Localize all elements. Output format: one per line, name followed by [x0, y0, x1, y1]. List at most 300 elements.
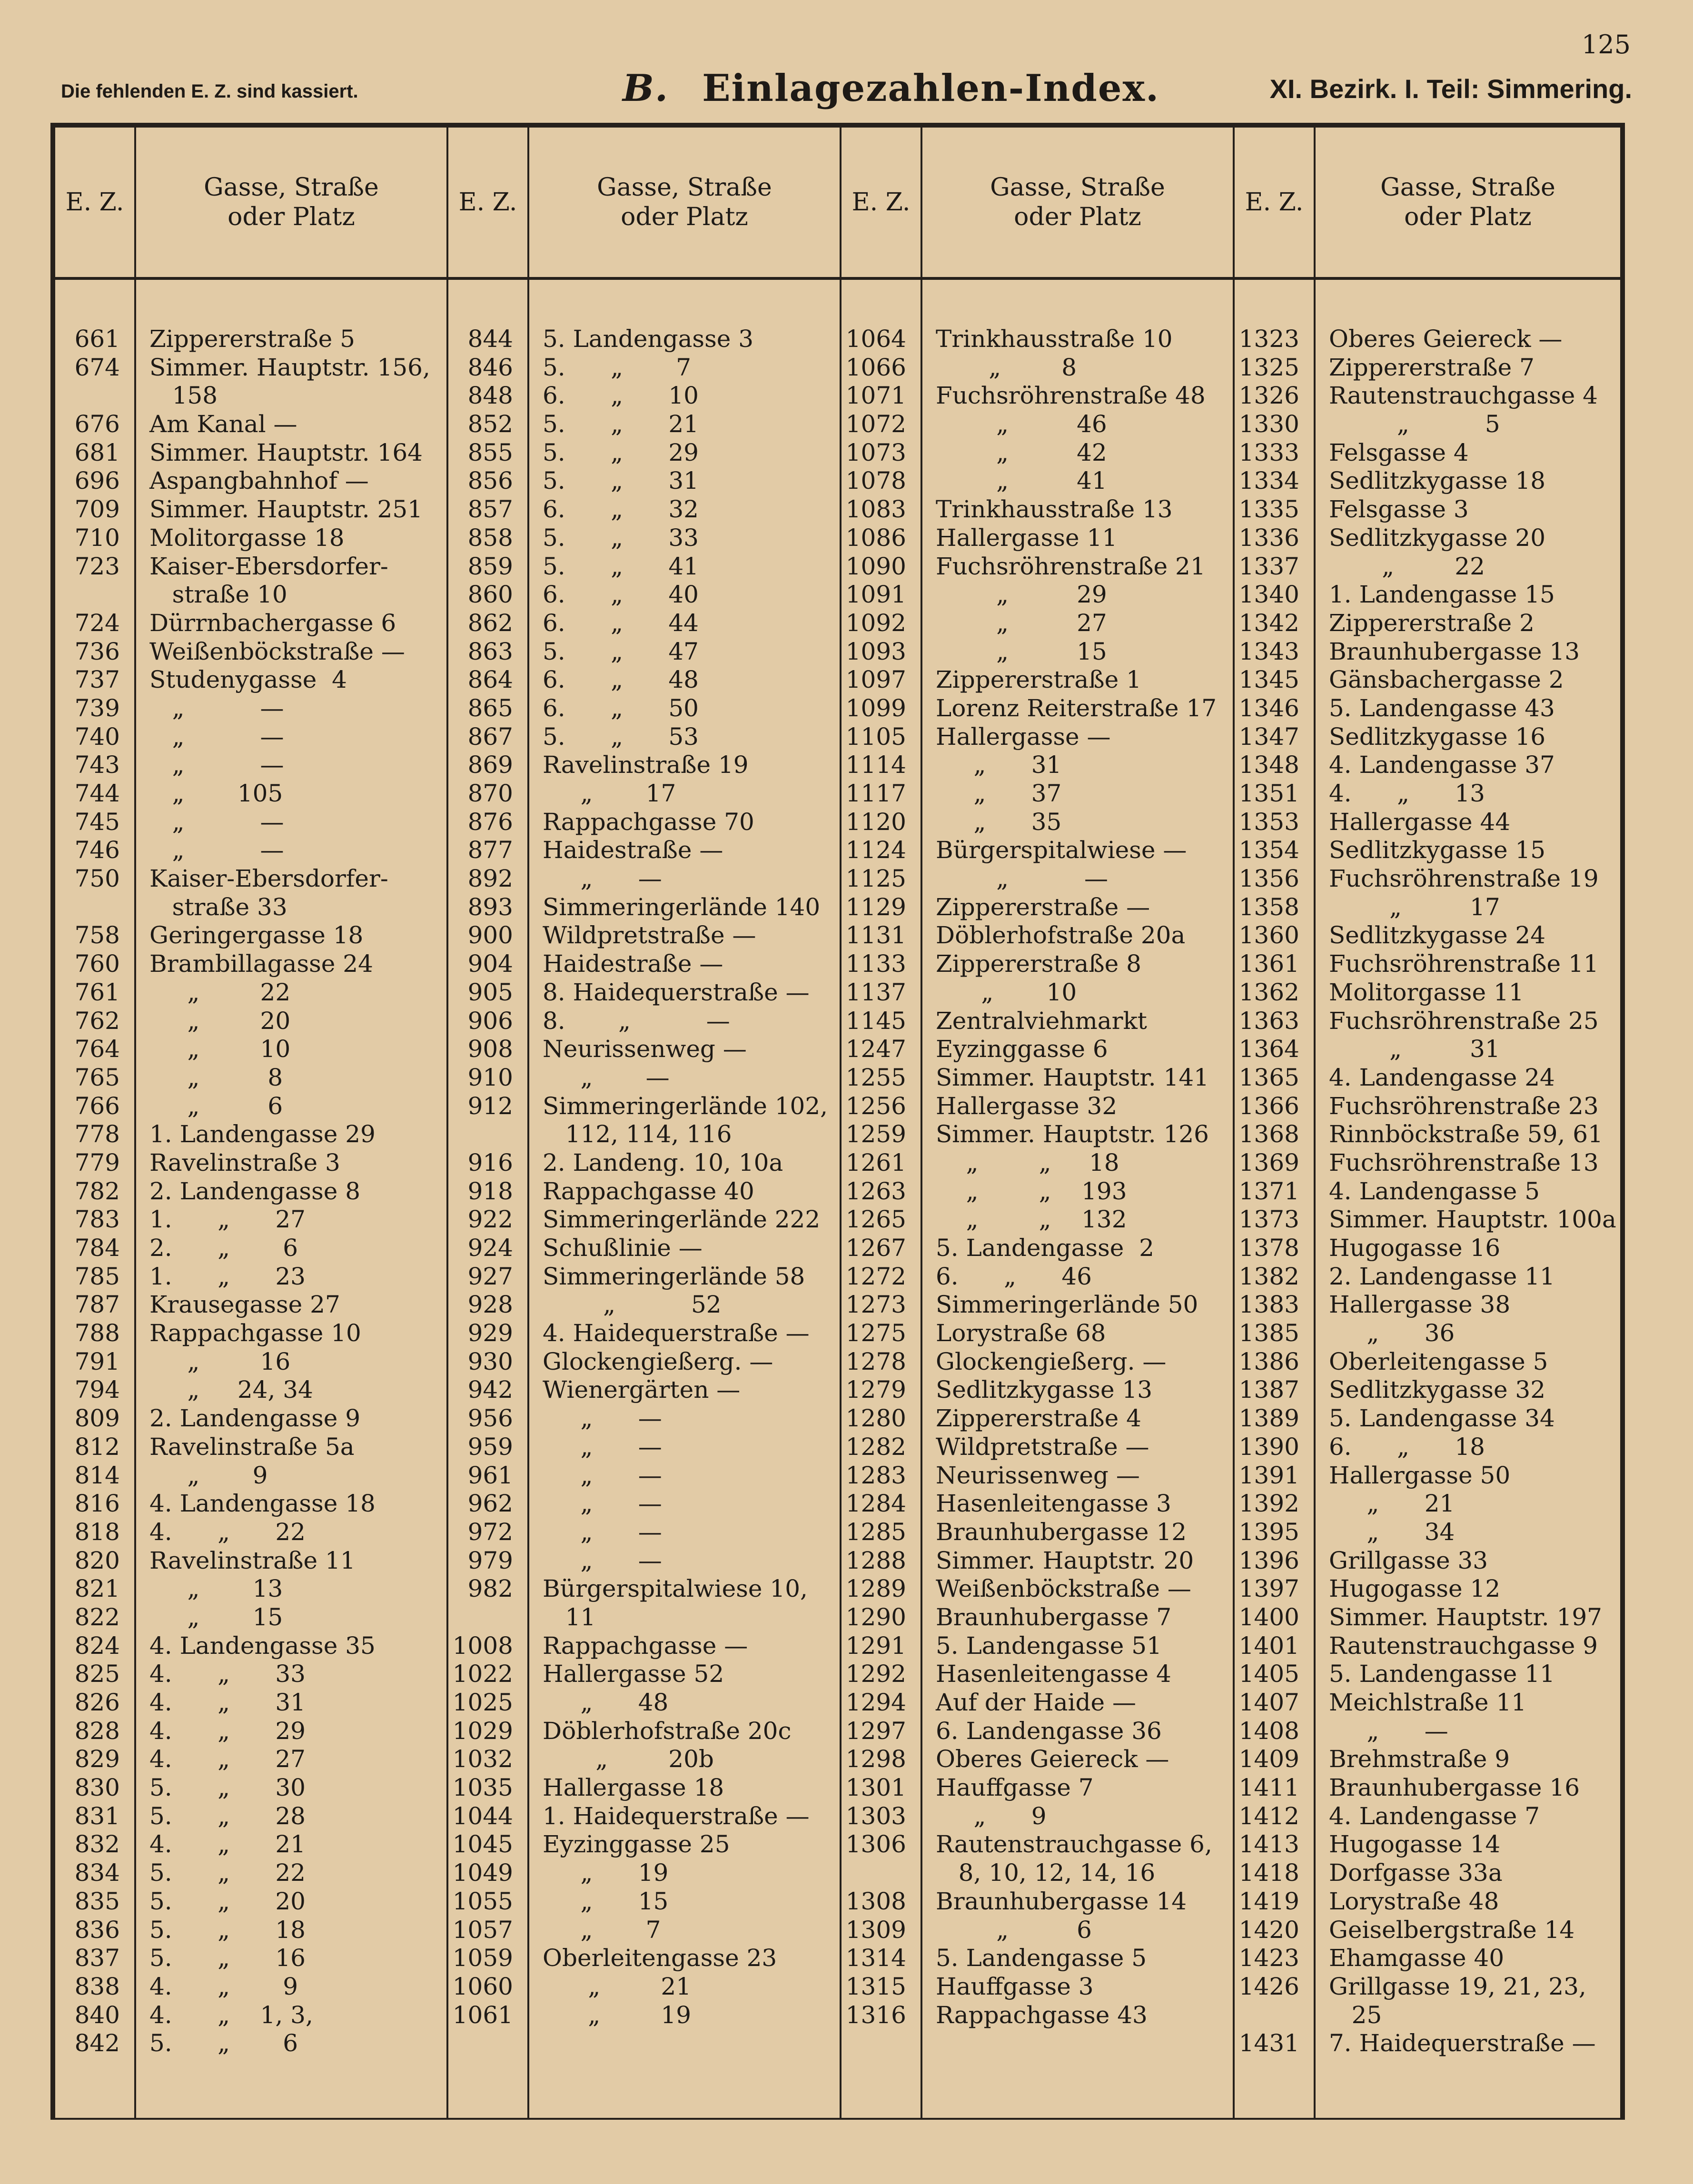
street-entry: 5. Landengasse 51	[936, 1631, 1162, 1660]
table-row	[55, 1433, 446, 1462]
ez-number: 893	[467, 893, 513, 921]
table-row	[842, 1404, 1233, 1433]
ez-number: 972	[467, 1518, 513, 1546]
street-entry: Geiselbergstraße 14	[1329, 1916, 1575, 1944]
street-entry: 4. „ 31	[149, 1689, 306, 1716]
table-row	[448, 921, 840, 950]
ez-number: 783	[74, 1206, 120, 1234]
street-entry: Lorystraße 68	[936, 1319, 1106, 1347]
street-entry: 5. „ 22	[149, 1859, 306, 1887]
street-entry: Simmeringerlände 58	[543, 1262, 805, 1290]
street-entry: „ 15	[543, 1887, 669, 1915]
ez-number: 812	[74, 1433, 120, 1461]
ez-number: 1365	[1238, 1063, 1299, 1091]
table-row	[55, 1547, 446, 1575]
table-row	[448, 1916, 840, 1945]
table-row	[842, 1092, 1233, 1121]
street-entry: Bürgerspitalwiese 10,	[543, 1575, 808, 1603]
ez-number: 928	[467, 1291, 513, 1319]
street-entry: Hasenleitengasse 4	[936, 1660, 1171, 1688]
ez-number: 1323	[1238, 325, 1299, 353]
street-entry: 5. „ 53	[543, 722, 699, 751]
ez-number: 1358	[1238, 893, 1299, 921]
ez-number: 1285	[845, 1518, 906, 1546]
table-row	[448, 2001, 840, 2030]
ez-number: 1405	[1238, 1660, 1299, 1688]
ez-number: 1105	[845, 722, 906, 751]
table-row	[55, 1518, 446, 1547]
table-row	[842, 836, 1233, 865]
ez-number: 1342	[1238, 609, 1299, 637]
street-entry: 4. „ 1, 3,	[149, 2001, 313, 2029]
table-row	[448, 978, 840, 1007]
table-row	[1235, 1745, 1620, 1774]
street-entry: „ —	[149, 694, 284, 722]
street-entry: Simmer. Hauptstr. 141	[936, 1063, 1209, 1091]
ez-number: 1395	[1238, 1518, 1299, 1546]
street-entry: „ 35	[936, 808, 1062, 836]
street-entry: Sedlitzkygasse 20	[1329, 524, 1546, 552]
ez-number: 739	[74, 694, 120, 722]
ez-number: 1133	[845, 950, 906, 978]
table-row	[448, 1177, 840, 1206]
ez-number: 1356	[1238, 865, 1299, 893]
street-entry: Dürrnbachergasse 6	[149, 609, 396, 637]
street-entry: 6. „ 40	[543, 581, 699, 609]
street-entry: „ 105	[149, 780, 283, 807]
table-row	[1235, 1774, 1620, 1802]
ez-number: 1336	[1238, 524, 1299, 552]
table-row	[1235, 495, 1620, 524]
table-row	[842, 354, 1233, 382]
street-entry: 5. „ 21	[543, 410, 699, 438]
table-row	[1235, 723, 1620, 751]
ez-number: 724	[74, 609, 120, 637]
ez-number: 1071	[845, 382, 906, 410]
table-row	[448, 1660, 840, 1689]
column-body	[448, 280, 840, 2118]
table-row	[55, 1774, 446, 1802]
table-row	[55, 978, 446, 1007]
street-entry: „ —	[543, 1546, 662, 1574]
ez-number: 794	[74, 1376, 120, 1404]
street-entry: 6. Landengasse 36	[936, 1717, 1162, 1745]
table-row	[55, 1348, 446, 1376]
street-entry: „ 22	[1329, 552, 1485, 580]
street-entry: 5. „ 33	[543, 524, 699, 552]
ez-number: 1363	[1238, 1007, 1299, 1035]
ez-number: 1426	[1238, 1972, 1299, 2000]
table-row	[448, 723, 840, 751]
street-entry: „ 13	[149, 1575, 283, 1603]
street-entry: Simmeringerlände 140	[543, 893, 821, 921]
street-entry: 5. Landengasse 43	[1329, 694, 1555, 722]
table-row	[448, 1064, 840, 1092]
table-row	[842, 325, 1233, 354]
ez-number: 1072	[845, 410, 906, 438]
ez-number: 1124	[845, 836, 906, 864]
table-row	[842, 723, 1233, 751]
table-row	[55, 921, 446, 950]
street-entry: „ —	[1329, 1717, 1448, 1745]
ez-number: 1059	[452, 1944, 513, 1972]
ez-number: 1315	[845, 1972, 906, 2000]
street-entry: Bürgerspitalwiese —	[936, 836, 1187, 864]
ez-number: 820	[74, 1546, 120, 1574]
row-list	[55, 325, 446, 2058]
table-row	[448, 1206, 840, 1234]
table-row	[842, 1291, 1233, 1319]
ez-number: 1247	[845, 1035, 906, 1063]
table-row	[842, 751, 1233, 780]
column-body	[1235, 280, 1620, 2118]
street-entry: „ „ 193	[936, 1177, 1127, 1205]
street-entry: „ —	[543, 1433, 662, 1461]
column-header	[55, 128, 446, 280]
ez-number: 674	[74, 353, 120, 381]
table-row	[842, 439, 1233, 467]
ez-number: 1145	[845, 1007, 906, 1035]
ez-number: 1382	[1238, 1262, 1299, 1290]
street-entry: „ —	[543, 865, 662, 893]
street-entry: Brehmstraße 9	[1329, 1745, 1510, 1773]
table-row	[55, 524, 446, 553]
street-entry: 8. Haidequerstraße —	[543, 978, 810, 1006]
ez-number: 821	[74, 1575, 120, 1603]
street-entry: Braunhubergasse 13	[1329, 637, 1580, 665]
street-entry: Fuchsröhrenstraße 23	[1329, 1092, 1599, 1120]
table-row	[842, 1319, 1233, 1348]
street-entry: „ 6	[936, 1916, 1092, 1944]
table-row	[842, 1660, 1233, 1689]
table-row	[842, 524, 1233, 553]
table-row	[1235, 1404, 1620, 1433]
table-row	[448, 1149, 840, 1177]
table-row	[55, 1291, 446, 1319]
ez-number: 1413	[1238, 1830, 1299, 1858]
street-entry: Hauffgasse 7	[936, 1774, 1094, 1802]
table-row	[842, 638, 1233, 666]
ez-number: 1091	[845, 581, 906, 609]
table-row	[448, 1944, 840, 1973]
table-row	[448, 1404, 840, 1433]
table-row	[55, 666, 446, 694]
street-entry: 5. Landengasse 11	[1329, 1660, 1555, 1688]
ez-number: 788	[74, 1319, 120, 1347]
ez-number: 743	[74, 751, 120, 779]
street-entry: Rappachgasse 43	[936, 2001, 1148, 2029]
table-row	[55, 893, 446, 922]
ez-number: 1066	[845, 353, 906, 381]
street-entry: Sedlitzkygasse 18	[1329, 467, 1546, 495]
street-entry: 6. „ 44	[543, 609, 699, 637]
row-list	[842, 325, 1233, 2029]
table-row	[55, 1830, 446, 1859]
ez-number: 1396	[1238, 1546, 1299, 1574]
street-entry: 112, 114, 116	[543, 1120, 732, 1148]
table-row	[1235, 1007, 1620, 1036]
ez-number: 785	[74, 1262, 120, 1290]
street-entry: Simmer. Hauptstr. 126	[936, 1120, 1209, 1148]
table-row	[55, 1149, 446, 1177]
street-entry: Simmer. Hauptstr. 164	[149, 438, 423, 466]
ez-number: 1073	[845, 438, 906, 466]
row-list	[448, 325, 840, 2029]
section-title: Einlagezahlen-Index.	[702, 67, 1160, 110]
ez-number: 787	[74, 1291, 120, 1319]
ez-number: 942	[467, 1376, 513, 1404]
table-row	[448, 325, 840, 354]
ez-number: 1032	[452, 1745, 513, 1773]
table-row	[1235, 780, 1620, 808]
ez-number: 1292	[845, 1660, 906, 1688]
street-entry: Ravelinstraße 19	[543, 751, 749, 779]
ez-number: 826	[74, 1689, 120, 1716]
ez-number: 1259	[845, 1120, 906, 1148]
street-entry: 25	[1329, 2001, 1382, 2029]
table-row	[842, 865, 1233, 893]
ez-number: 1330	[1238, 410, 1299, 438]
ez-number: 979	[467, 1546, 513, 1574]
table-row	[1235, 865, 1620, 893]
ez-number: 1008	[452, 1631, 513, 1660]
ez-number: 1265	[845, 1206, 906, 1234]
ez-number: 1131	[845, 921, 906, 949]
table-row	[1235, 1206, 1620, 1234]
ez-number: 1366	[1238, 1092, 1299, 1120]
table-column-1	[55, 128, 446, 2118]
table-row	[55, 1206, 446, 1234]
street-entry: 6. „ 10	[543, 382, 699, 410]
street-entry: „ 48	[543, 1689, 669, 1716]
street-entry: 4. „ 13	[1329, 780, 1485, 807]
table-row	[842, 1745, 1233, 1774]
ez-number: 1298	[845, 1745, 906, 1773]
table-row	[1235, 1944, 1620, 1973]
table-row	[55, 467, 446, 495]
ez-number: 1385	[1238, 1319, 1299, 1347]
street-entry: Felsgasse 3	[1329, 495, 1469, 524]
street-entry: Weißenböckstraße —	[936, 1575, 1191, 1603]
table-row	[55, 1916, 446, 1945]
table-row	[1235, 1547, 1620, 1575]
ez-number: 1117	[845, 780, 906, 807]
street-entry: 2. „ 6	[149, 1234, 298, 1262]
table-column-2	[446, 128, 840, 2118]
street-entry: Ravelinstraße 5a	[149, 1433, 355, 1461]
table-row	[448, 1234, 840, 1263]
street-entry: Simmeringerlände 50	[936, 1291, 1198, 1319]
table-row	[1235, 1376, 1620, 1404]
street-entry: 5. „ 29	[543, 438, 699, 466]
street-entry: Trinkhausstraße 10	[936, 325, 1173, 353]
street-entry: 5. Landengasse 5	[936, 1944, 1147, 1972]
street-entry: 4. Landengasse 5	[1329, 1177, 1540, 1205]
ez-number: 814	[74, 1461, 120, 1489]
table-row	[842, 1717, 1233, 1746]
ez-number: 927	[467, 1262, 513, 1290]
ez-number: 1029	[452, 1717, 513, 1745]
ez-number: 736	[74, 637, 120, 665]
street-entry: „ „ 18	[936, 1148, 1119, 1176]
ez-number: 822	[74, 1603, 120, 1631]
street-entry: Oberleitengasse 5	[1329, 1347, 1548, 1375]
ez-number: 1294	[845, 1689, 906, 1716]
ez-number: 1280	[845, 1404, 906, 1433]
table-row	[55, 1745, 446, 1774]
street-entry: „ —	[149, 751, 284, 779]
table-row	[55, 1632, 446, 1660]
table-row	[842, 2001, 1233, 2030]
table-row	[1235, 1433, 1620, 1462]
street-entry: Hallergasse 38	[1329, 1291, 1511, 1319]
table-row	[448, 1547, 840, 1575]
street-entry: 2. Landengasse 8	[149, 1177, 361, 1205]
table-row	[55, 1575, 446, 1603]
street-header: Gasse, Straße oder Platz	[597, 173, 772, 231]
street-entry: 4. Landengasse 24	[1329, 1063, 1555, 1091]
street-entry: 7. Haidequerstraße —	[1329, 2029, 1596, 2057]
ez-number: 710	[74, 524, 120, 552]
street-entry: 5. „ 31	[543, 467, 699, 495]
street-entry: Auf der Haide —	[936, 1689, 1136, 1716]
ez-number: 778	[74, 1120, 120, 1148]
table-row	[1235, 325, 1620, 354]
street-entry: Eyzinggasse 25	[543, 1830, 730, 1858]
street-entry: 2. Landengasse 11	[1329, 1262, 1555, 1290]
ez-number: 1373	[1238, 1206, 1299, 1234]
ez-number: 791	[74, 1347, 120, 1375]
table-row	[842, 1944, 1233, 1973]
street-entry: „ 46	[936, 410, 1107, 438]
row-list	[1235, 325, 1620, 2058]
ez-number: 961	[467, 1461, 513, 1489]
street-entry: Simmer. Hauptstr. 100a	[1329, 1206, 1616, 1234]
ez-number: 840	[74, 2001, 120, 2029]
ez-number: 1412	[1238, 1802, 1299, 1830]
ez-number: 982	[467, 1575, 513, 1603]
table-row	[1235, 410, 1620, 439]
street-entry: „ 9	[149, 1461, 268, 1489]
page-header	[61, 67, 1632, 114]
ez-number: 1022	[452, 1660, 513, 1688]
table-row	[1235, 694, 1620, 723]
street-entry: „ 17	[543, 780, 676, 807]
street-entry: 4. Haidequerstraße —	[543, 1319, 810, 1347]
table-row	[842, 1177, 1233, 1206]
table-row	[842, 1490, 1233, 1518]
street-entry: 1. Landengasse 15	[1329, 581, 1555, 609]
ez-number: 1263	[845, 1177, 906, 1205]
street-entry: straße 10	[149, 581, 287, 609]
table-row	[1235, 1689, 1620, 1717]
table-row	[1235, 1035, 1620, 1064]
table-row	[448, 1973, 840, 2001]
street-entry: „ 36	[1329, 1319, 1455, 1347]
street-entry: Kaiser-Ebersdorfer-	[149, 552, 388, 580]
ez-number: 1137	[845, 978, 906, 1006]
street-entry: 5. „ 28	[149, 1802, 306, 1830]
ez-number: 869	[467, 751, 513, 779]
street-entry: Oberes Geiereck —	[936, 1745, 1169, 1773]
street-entry: 158	[149, 382, 218, 410]
street-entry: 5. „ 18	[149, 1916, 306, 1944]
ez-number: 824	[74, 1631, 120, 1660]
street-entry: Hallergasse 52	[543, 1660, 724, 1688]
table-row	[842, 1859, 1233, 1888]
ez-header: E. Z.	[842, 128, 922, 277]
street-entry: Kaiser-Ebersdorfer-	[149, 865, 388, 893]
table-row	[448, 1348, 840, 1376]
table-row	[842, 1120, 1233, 1149]
ez-number: 892	[467, 865, 513, 893]
table-row	[842, 1916, 1233, 1945]
table-row	[55, 2029, 446, 2058]
street-entry: „ —	[543, 1404, 662, 1433]
table-row	[448, 1802, 840, 1831]
table-row	[55, 723, 446, 751]
ez-number	[55, 382, 122, 410]
street-entry: Zippererstraße 5	[149, 325, 355, 353]
street-entry: Oberleitengasse 23	[543, 1944, 777, 1972]
table-row	[842, 1433, 1233, 1462]
street-entry: 5. „ 7	[543, 353, 692, 381]
table-row	[55, 1319, 446, 1348]
table-row	[448, 1291, 840, 1319]
ez-number: 1314	[845, 1944, 906, 1972]
table-row	[448, 1603, 840, 1632]
street-entry: Döblerhofstraße 20c	[543, 1717, 792, 1745]
ez-number: 1288	[845, 1546, 906, 1574]
table-row	[842, 382, 1233, 410]
table-row	[842, 467, 1233, 495]
street-entry: Lorenz Reiterstraße 17	[936, 694, 1217, 722]
street-entry: Grillgasse 33	[1329, 1546, 1488, 1574]
table-row	[55, 1404, 446, 1433]
street-entry: Simmer. Hauptstr. 20	[936, 1546, 1194, 1574]
street-entry: Aspangbahnhof —	[149, 467, 369, 495]
table-row	[842, 1007, 1233, 1036]
ez-number: 1092	[845, 609, 906, 637]
table-row	[448, 495, 840, 524]
ez-header: E. Z.	[448, 128, 529, 277]
ez-number: 1120	[845, 808, 906, 836]
table-row	[1235, 1632, 1620, 1660]
ez-number: 1049	[452, 1859, 513, 1887]
ez-number: 1297	[845, 1717, 906, 1745]
street-entry: Rappachgasse —	[543, 1631, 748, 1660]
ez-number: 1255	[845, 1063, 906, 1091]
table-row	[55, 1035, 446, 1064]
ez-number: 761	[74, 978, 120, 1006]
table-row	[448, 382, 840, 410]
table-row	[55, 1064, 446, 1092]
table-row	[55, 1859, 446, 1888]
ez-number: 836	[74, 1916, 120, 1944]
table-row	[55, 1973, 446, 2001]
street-entry: 4. Landengasse 35	[149, 1631, 376, 1660]
ez-number: 1340	[1238, 581, 1299, 609]
street-entry: „ 5	[1329, 410, 1500, 438]
ez-number: 860	[467, 581, 513, 609]
table-row	[1235, 1462, 1620, 1490]
ez-number: 1308	[845, 1887, 906, 1915]
ez-number: 1343	[1238, 637, 1299, 665]
table-row	[448, 751, 840, 780]
table-row	[1235, 1149, 1620, 1177]
ez-number: 1326	[1238, 382, 1299, 410]
street-entry: Hugogasse 12	[1329, 1575, 1501, 1603]
